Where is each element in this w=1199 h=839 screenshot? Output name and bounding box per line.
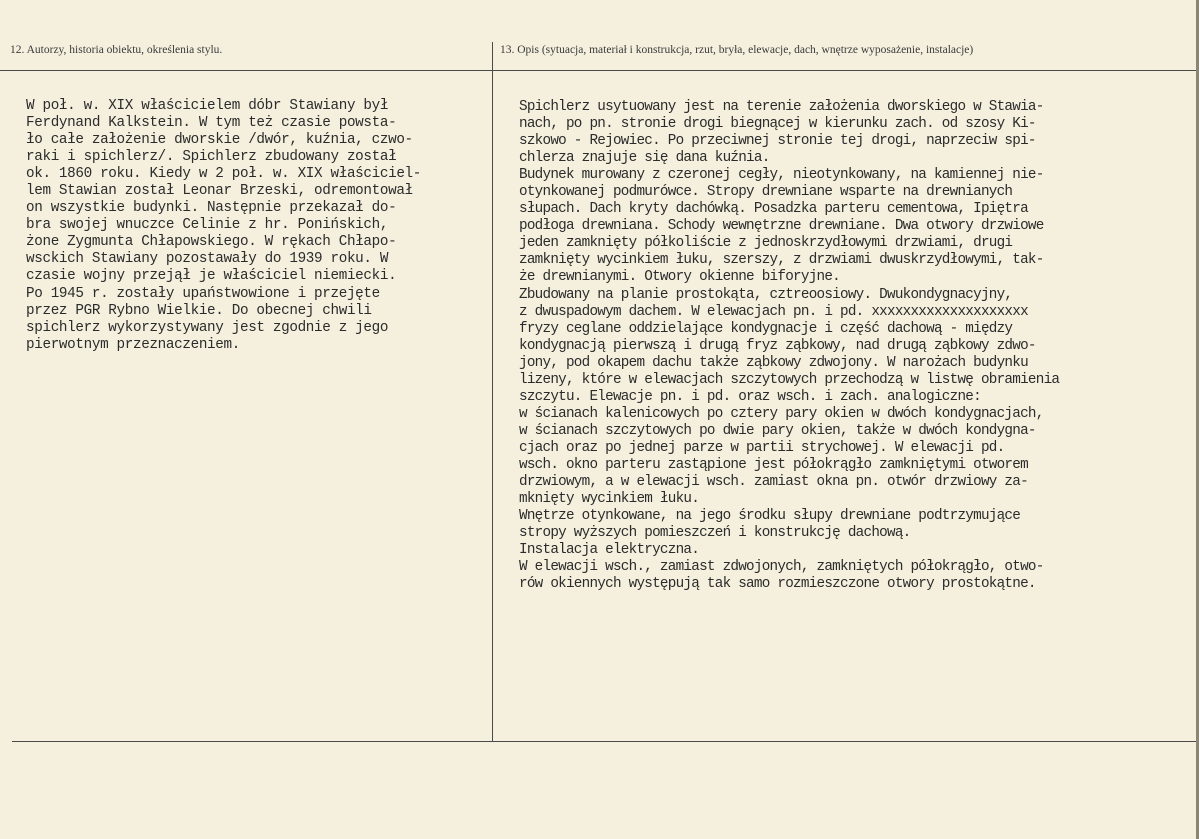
description-text-line: Spichlerz usytuowany jest na terenie założenia dworskiego w Stawia- xyxy=(519,99,1044,115)
description-text-line: szkowo - Rejowiec. Po przeciwnej stronie tej drogi, naprzeciw spi- xyxy=(519,133,1036,150)
description-text-line: drzwiowym, a w elewacji wsch. zamiast okna pn. otwór drzwiowy za- xyxy=(519,474,1028,491)
history-text-line: ło całe założenie dworskie /dwór, kuźnia, czwo- xyxy=(26,132,413,149)
history-text-line: Ferdynand Kalkstein. W tym też czasie powsta- xyxy=(26,115,397,132)
description-text-line: Wnętrze otynkowane, na jego środku słupy drewniane podtrzymujące xyxy=(519,508,1021,525)
description-text-line: fryzy ceglane oddzielające kondygnacje i część dachową - między xyxy=(519,320,1013,337)
description-text-line: w ścianach kalenicowych po cztery pary okien w dwóch kondygnacjach, xyxy=(519,405,1044,422)
description-text-line: otynkowanej podmurówce. Stropy drewniane wsparte na drewnianych xyxy=(519,184,1013,201)
history-text-line: pierwotnym przeznaczeniem. xyxy=(26,336,240,353)
section-13-heading: 13. Opis (sytuacja, materiał i konstrukcja, rzut, bryła, elewacje, dach, wnętrze wyposażenie, instalacje) xyxy=(500,44,974,56)
section-12-heading: 12. Autorzy, historia obiektu, określenia stylu. xyxy=(10,44,223,56)
description-text-line: jeden zamknięty półkoliście z jednoskrzydłowymi drzwiami, drugi xyxy=(519,235,1013,252)
description-text-line: słupach. Dach kryty dachówką. Posadzka parteru cementowa, Ipiętra xyxy=(519,201,1028,218)
description-text-line: chlerza znajuje się dana kuźnia. xyxy=(519,150,770,167)
history-text-line: ok. 1860 roku. Kiedy w 2 poł. w. XIX właściciel- xyxy=(26,166,422,183)
description-text-line: jony, pod okapem dachu także ząbkowy zdwojony. W narożach budynku xyxy=(519,354,1028,371)
history-text-line: W poł. w. XIX właścicielem dóbr Stawiany był xyxy=(26,98,389,114)
header-divider xyxy=(0,70,1196,71)
description-text-line: Budynek murowany z czeronej cegły, nieotynkowany, na kamiennej nie- xyxy=(519,167,1044,184)
description-text-block xyxy=(519,99,1059,593)
history-text-line: raki i spichlerz/. Spichlerz zbudowany został xyxy=(26,149,397,166)
description-text-line: rów okiennych występują tak samo rozmieszczone otwory prostokątne. xyxy=(519,576,1036,593)
description-text-line: wsch. okno parteru zastąpione jest półokrągło zamkniętymi otworem xyxy=(519,456,1028,473)
history-text-line: lem Stawian został Leonar Brzeski, odremontował xyxy=(26,183,413,200)
description-text-line: nach, po pn. stronie drogi biegnącej w kierunku zach. od szosy Ki- xyxy=(519,116,1036,133)
history-text-line: spichlerz wykorzystywany jest zgodnie z jego xyxy=(26,319,389,336)
description-text-line: że drewnianymi. Otwory okienne biforyjne. xyxy=(519,269,841,286)
history-text-line: wsckich Stawiany pozostawały do 1939 roku. W xyxy=(26,251,389,268)
description-text-line: lizeny, które w elewacjach szczytowych przechodzą w listwę obramienia xyxy=(519,371,1060,388)
column-divider xyxy=(492,42,493,741)
description-text-line: Instalacja elektryczna. xyxy=(519,542,700,559)
description-text-line: W elewacji wsch., zamiast zdwojonych, zamkniętych półokrągło, otwo- xyxy=(519,559,1044,576)
description-text-line: Zbudowany na planie prostokąta, cztreoosiowy. Dwukondygnacyjny, xyxy=(519,286,1013,303)
description-text-line: cjach oraz po jednej parze w partii strychowej. W elewacji pd. xyxy=(519,439,1005,456)
history-text-line: Po 1945 r. zostały upaństwowione i przejęte xyxy=(26,285,380,302)
description-text-line: szczytu. Elewacje pn. i pd. oraz wsch. i zach. analogiczne: xyxy=(519,388,981,405)
description-text-line: podłoga drewniana. Schody wewnętrzne drewniane. Dwa otwory drzwiowe xyxy=(519,218,1044,235)
history-text-line: czasie wojny przejął je właściciel niemiecki. xyxy=(26,268,397,285)
history-text-line: bra swojej wnuczce Celinie z hr. Ponińskich, xyxy=(26,217,389,234)
footer-divider xyxy=(12,741,1196,742)
description-text-line: mknięty wycinkiem łuku. xyxy=(519,491,700,508)
history-text-line: żone Zygmunta Chłapowskiego. W rękach Chłapo- xyxy=(26,234,397,251)
description-text-line: kondygnacją pierwszą i drugą fryz ząbkowy, nad drugą ząbkowy zdwo- xyxy=(519,337,1036,354)
description-text-line: w ścianach szczytowych po dwie pary okien, także w dwóch kondygna- xyxy=(519,422,1036,439)
history-text-block xyxy=(26,98,421,354)
history-text-line: on wszystkie budynki. Następnie przekazał do- xyxy=(26,200,397,217)
description-text-line: z dwuspadowym dachem. W elewacjach pn. i pd. xxxxxxxxxxxxxxxxxxxx xyxy=(519,303,1028,320)
history-text-line: przez PGR Rybno Wielkie. Do obecnej chwili xyxy=(26,302,372,319)
description-text-line: zamknięty wycinkiem łuku, szerszy, z drzwiami dwuskrzydłowymi, tak- xyxy=(519,252,1044,269)
description-text-line: stropy wyższych pomieszczeń i konstrukcję dachową. xyxy=(519,525,911,542)
